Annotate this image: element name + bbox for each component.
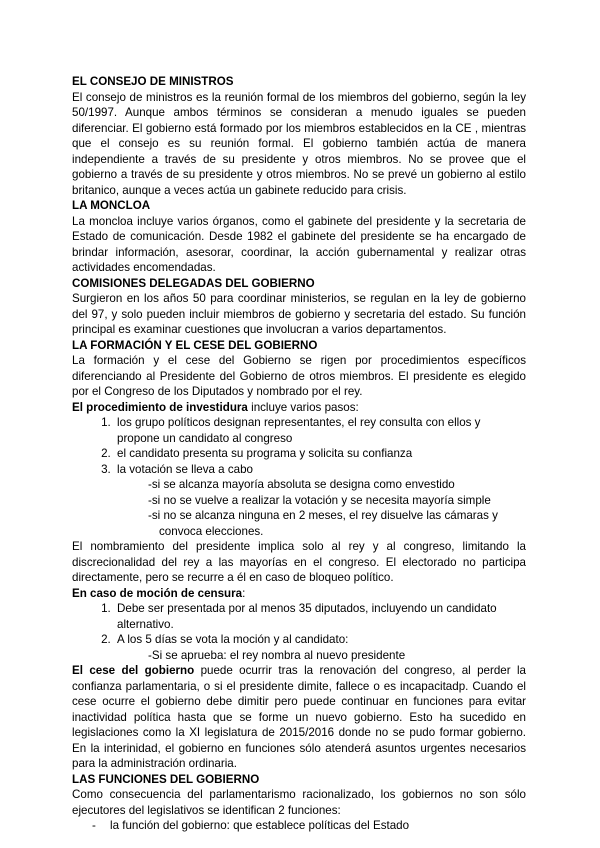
paragraph-funciones: Como consecuencia del parlamentarismo racionalizado, los gobiernos no son sólo ejecutores del legislativos se identifican 2 funciones:	[72, 788, 526, 817]
funcion-item: - la función del gobierno: que establece políticas del Estado	[92, 818, 526, 834]
censura-substep: -Si se aprueba: el rey nombra al nuevo presidente	[148, 648, 406, 662]
censura-step-text: A los 5 días se vota la moción y al candidato:	[117, 633, 349, 646]
investidura-step: 2. el candidato presenta su programa y solicita su confianza	[114, 446, 526, 462]
votacion-substep: -si no se vuelve a realizar la votación y se necesita mayoría simple	[148, 493, 491, 507]
investidura-label: El procedimiento de investidura	[72, 400, 248, 414]
cese-text: puede ocurrir tras la renovación del congreso, al perder la confianza parlamentaria, o si el presidente dimite, fallece o es incapacitadp. Cuando el cese ocurre el gobierno debe dimitir pero puede continuar en funciones para evitar inactividad política hasta que se forme un nuevo gobierno. Esto ha sucedido en legislaciones como la XI legislatura de 2015/2016 donde no se pudo formar gobierno. En la interinidad, el gobierno en funciones sólo atenderá asuntos urgentes necesarios para la administración ordinaria.	[72, 664, 526, 770]
investidura-step-text: la votación se lleva a cabo	[117, 462, 253, 476]
investidura-intro	[72, 400, 526, 416]
censura-step-votacion	[114, 632, 526, 663]
investidura-intro-text: incluye varios pasos:	[247, 400, 359, 414]
censura-intro-text: :	[242, 586, 246, 600]
censura-label: En caso de moción de censura	[72, 586, 243, 600]
votacion-substep: -si no se alcanza ninguna en 2 meses, el rey disuelve las cámaras y convoca elecciones.	[148, 509, 498, 538]
heading-funciones-gobierno: LAS FUNCIONES DEL GOBIERNO	[72, 772, 260, 786]
heading-comisiones-delegadas: COMISIONES DELEGADAS DEL GOBIERNO	[72, 276, 315, 290]
votacion-substeps-list	[117, 477, 526, 539]
heading-formacion-cese: LA FORMACIÓN Y EL CESE DEL GOBIERNO	[72, 338, 318, 352]
funciones-list	[72, 818, 526, 834]
document-page	[72, 74, 526, 834]
paragraph-comisiones: Surgieron en los años 50 para coordinar ministerios, se regulan en la ley de gobierno del 97, y solo pueden incluir miembros de gobierno y secretaria del estado. Su función principal es examinar cuestiones que involucran a varios departamentos.	[72, 292, 526, 336]
censura-steps-list	[72, 601, 526, 663]
heading-consejo-de-ministros: EL CONSEJO DE MINISTROS	[72, 75, 234, 88]
paragraph-cese	[72, 663, 526, 772]
paragraph-consejo: El consejo de ministros es la reunión formal de los miembros del gobierno, según la ley 50/1997. Aunque ambos términos se consideran a menudo iguales se pueden diferenciar. El gobierno está formado por los miembros establecidos en la CE , mientras que el consejo es su reunión formal. El gobierno también actúa de manera independiente a través de su presidente y otros miembros. No se provee que el gobierno a través de su presidente y otros miembros. No se prevé un gobierno al estilo britanico, aunque a veces actúa un gabinete reducido para crisis.	[72, 90, 526, 197]
investidura-step-votacion	[114, 462, 526, 540]
censura-step: 1. Debe ser presentada por al menos 35 diputados, incluyendo un candidato alternativo.	[114, 601, 526, 632]
censura-intro	[72, 586, 526, 602]
paragraph-nombramiento: El nombramiento del presidente implica solo al rey y al congreso, limitando la discrecionalidad del rey a las mayorías en el congreso. El electorado no participa directamente, pero se recurre a él en caso de bloqueo político.	[72, 540, 526, 584]
paragraph-moncloa: La moncloa incluye varios órganos, como el gabinete del presidente y la secretaria de Estado de comunicación. Desde 1982 el gabinete del presidente se ha encargado de brindar información, asesorar, coordinar, la acción gubernamental y realizar otras actividades encomendadas.	[72, 214, 526, 274]
investidura-step: 1. los grupo políticos designan representantes, el rey consulta con ellos y propone un candidato al congreso	[114, 415, 526, 446]
votacion-substep: -si se alcanza mayoría absoluta se designa como envestido	[148, 478, 455, 491]
investidura-steps-list	[72, 415, 526, 539]
cese-label: El cese del gobierno	[72, 664, 195, 677]
heading-moncloa: LA MONCLOA	[72, 199, 151, 212]
censura-substeps-list	[117, 648, 526, 664]
paragraph-formacion: La formación y el cese del Gobierno se rigen por procedimientos específicos diferenciando al Presidente del Gobierno de otros miembros. El presidente es elegido por el Congreso de los Diputados y nombrado por el rey.	[72, 354, 526, 398]
